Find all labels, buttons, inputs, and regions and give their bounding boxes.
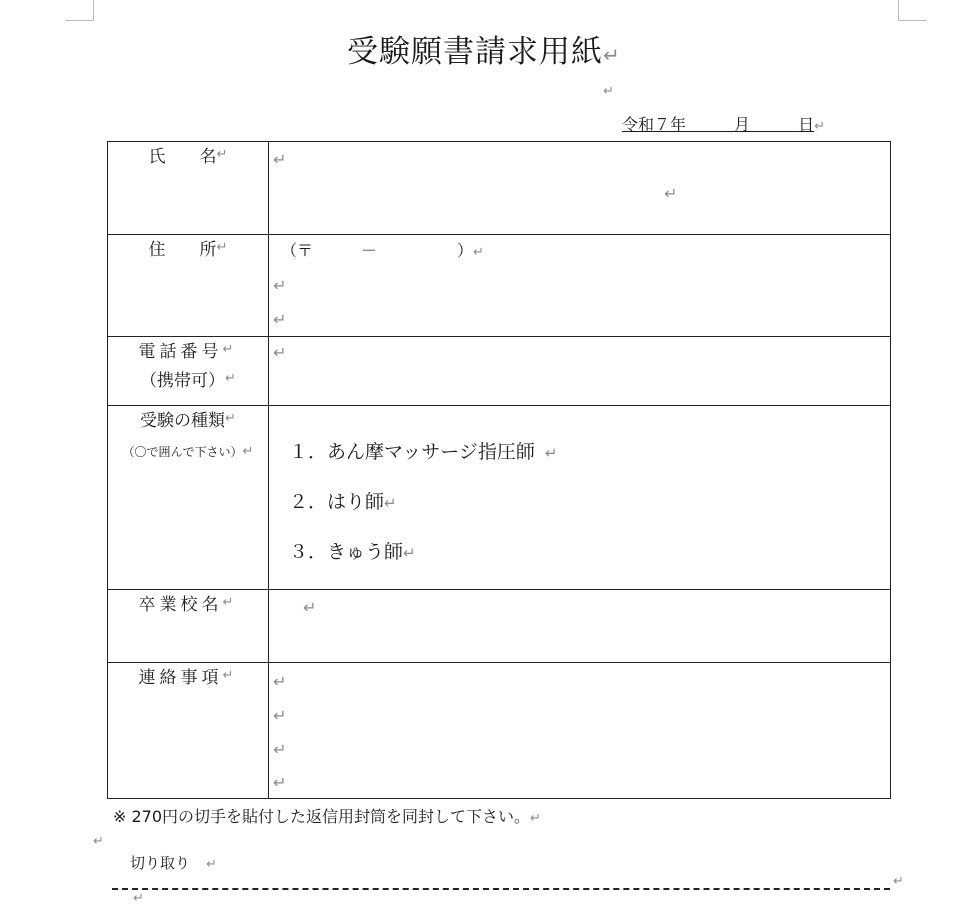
notes-label-cell: [108, 663, 269, 799]
notes-label: 連絡事項: [138, 668, 223, 688]
postal-code-field[interactable]: （〒 － ）: [281, 241, 474, 260]
paragraph-mark-icon: ↵: [814, 119, 825, 134]
phone-sub-label: （携帯可）: [140, 371, 226, 391]
school-label-cell: [108, 590, 269, 663]
paragraph-mark-icon: ↵: [216, 147, 228, 162]
name-label-cell: [108, 142, 269, 235]
name-label: 氏 名: [148, 147, 217, 167]
footer-note: ※ 270円の切手を貼付した返信用封筒を同封して下さい。↵: [113, 807, 541, 826]
phone-label-cell: [108, 337, 269, 406]
paragraph-mark-icon: ↵: [273, 740, 287, 759]
paragraph-mark-icon: ↵: [222, 342, 238, 357]
address-label-cell: [108, 235, 269, 337]
paragraph-mark-icon: ↵: [603, 84, 614, 99]
exam-choice-2[interactable]: ２．はり師↵: [289, 491, 397, 513]
table-row: [108, 235, 891, 337]
table-row: [108, 337, 891, 406]
phone-label: 電話番号: [138, 342, 223, 362]
margin-corner-left: [65, 0, 94, 21]
paragraph-mark-icon: ↵: [273, 672, 287, 691]
exam-type-choices-cell: [269, 406, 891, 590]
exam-type-sub-label: （〇で囲んで下さい）: [122, 445, 243, 459]
table-row: [108, 142, 891, 235]
paragraph-mark-icon: ↵: [222, 595, 238, 610]
table-row: [108, 406, 891, 590]
paragraph-mark-icon: ↵: [225, 371, 236, 386]
paragraph-mark-icon: ↵: [93, 834, 104, 849]
paragraph-mark-icon: ↵: [273, 276, 287, 295]
paragraph-mark-icon: ↵: [664, 184, 678, 203]
cut-label: 切り取り ↵: [130, 854, 217, 872]
exam-choice-1[interactable]: １．あん摩マッサージ指圧師 ↵: [289, 441, 558, 463]
paragraph-mark-icon: ↵: [530, 811, 541, 826]
paragraph-mark-icon: ↵: [473, 245, 484, 260]
name-input-cell[interactable]: [269, 142, 891, 235]
paragraph-mark-icon: ↵: [303, 598, 317, 617]
paragraph-mark-icon: ↵: [222, 668, 238, 683]
date-line: [622, 114, 825, 138]
paragraph-mark-icon: ↵: [216, 240, 228, 255]
paragraph-mark-icon: ↵: [603, 43, 621, 67]
exam-type-label-cell: [108, 406, 269, 590]
exam-type-label: 受験の種類: [140, 411, 226, 431]
paragraph-mark-icon: ↵: [242, 444, 254, 459]
paragraph-mark-icon: ↵: [273, 343, 287, 362]
paragraph-mark-icon: ↵: [273, 310, 287, 329]
address-input-cell[interactable]: [269, 235, 891, 337]
table-row: [108, 663, 891, 799]
margin-corner-right: [898, 0, 927, 21]
address-label: 住 所: [148, 240, 217, 260]
paragraph-mark-icon: ↵: [273, 150, 287, 169]
school-input-cell[interactable]: [269, 590, 891, 663]
paragraph-mark-icon: ↵: [206, 857, 217, 872]
paragraph-mark-icon: ↵: [273, 706, 287, 725]
paragraph-mark-icon: ↵: [273, 773, 287, 792]
request-form-table: [107, 141, 891, 799]
date-day: 日: [798, 115, 815, 134]
paragraph-mark-icon: ↵: [403, 544, 416, 562]
date-month: 月: [734, 115, 751, 134]
school-label: 卒業校名: [138, 595, 223, 615]
notes-input-cell[interactable]: [269, 663, 891, 799]
paragraph-mark-icon: ↵: [225, 411, 236, 426]
paragraph-mark-icon: ↵: [384, 494, 397, 512]
date-era-year: 令和７年: [622, 115, 687, 134]
cut-dashed-line: [112, 888, 890, 890]
paragraph-mark-icon: ↵: [893, 874, 904, 889]
document-title: 受験願書請求用紙↵: [347, 34, 621, 70]
phone-input-cell[interactable]: [269, 337, 891, 406]
paragraph-mark-icon: ↵: [133, 891, 144, 906]
table-row: [108, 590, 891, 663]
paragraph-mark-icon: ↵: [544, 444, 558, 462]
exam-choice-3[interactable]: ３．きゅう師↵: [289, 541, 416, 563]
